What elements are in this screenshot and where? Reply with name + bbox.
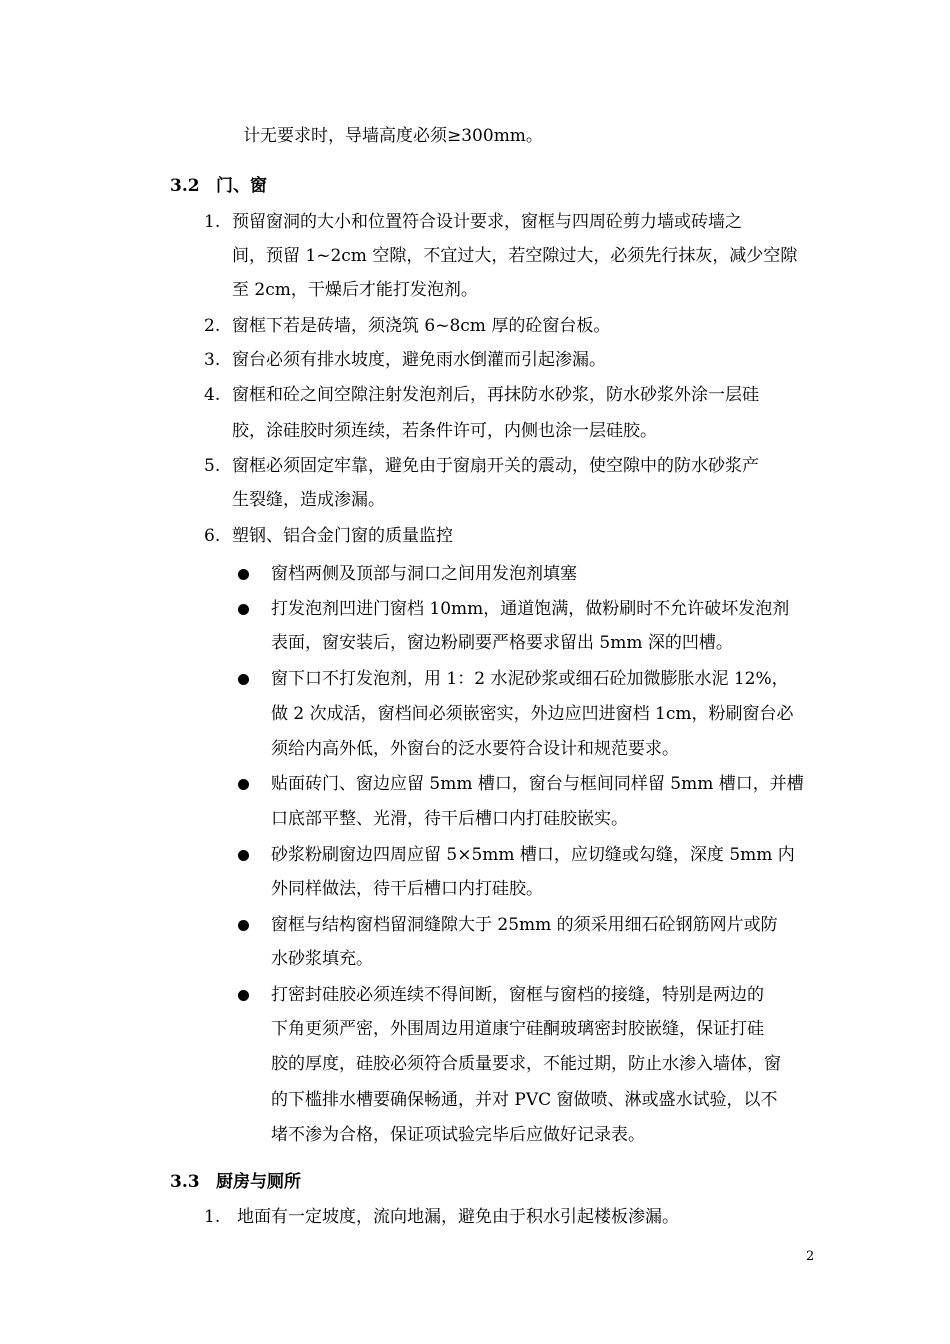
bullet-dot-icon — [238, 779, 249, 790]
list-item-line: 塑钢、铝合金门窗的质量监控 — [232, 526, 453, 546]
bullet-line: 打密封硅胶必须连续不得间断，窗框与窗档的接缝，特别是两边的 — [271, 985, 764, 1005]
bullet-line: 须给内高外低，外窗台的泛水要符合设计和规范要求。 — [271, 739, 679, 759]
list-item-line: 窗框必须固定牢靠，避免由于窗扇开关的震动，使空隙中的防水砂浆产 — [232, 456, 759, 476]
bullet-line: 水砂浆填充。 — [271, 949, 373, 969]
list-item-line: 至 2cm，干燥后才能打发泡剂。 — [232, 280, 478, 300]
bullet-line: 窗档两侧及顶部与洞口之间用发泡剂填塞 — [271, 564, 577, 584]
list-number: 2. — [204, 316, 221, 336]
list-number: 5. — [204, 456, 221, 476]
bullet-dot-icon — [238, 990, 249, 1001]
bullet-line: 外同样做法，待干后槽口内打硅胶。 — [271, 879, 543, 899]
bullet-line: 的下槛排水槽要确保畅通，并对 PVC 窗做喷、淋或盛水试验，以不 — [271, 1090, 778, 1110]
bullet-dot-icon — [238, 569, 249, 580]
bullet-line: 窗框与结构窗档留洞缝隙大于 25mm 的须采用细石砼钢筋网片或防 — [271, 915, 778, 935]
list-item-line: 地面有一定坡度，流向地漏，避免由于积水引起楼板渗漏。 — [237, 1207, 679, 1227]
list-number: 4. — [204, 385, 221, 405]
list-number: 1. — [204, 1207, 221, 1227]
bullet-line: 口底部平整、光滑，待干后槽口内打硅胶嵌实。 — [271, 809, 628, 829]
page-number: 2 — [806, 1249, 815, 1264]
bullet-line: 砂浆粉刷窗边四周应留 5×5mm 槽口，应切缝或勾缝，深度 5mm 内 — [271, 845, 795, 865]
bullet-line: 表面，窗安装后，窗边粉刷要严格要求留出 5mm 深的凹槽。 — [271, 633, 733, 653]
list-item-line: 预留窗洞的大小和位置符合设计要求，窗框与四周砼剪力墙或砖墙之 — [232, 212, 742, 232]
list-item-line: 窗框下若是砖墙，须浇筑 6~8cm 厚的砼窗台板。 — [232, 316, 611, 336]
list-item-line: 胶，涂硅胶时须连续，若条件许可，内侧也涂一层硅胶。 — [232, 421, 657, 441]
bullet-line: 贴面砖门、窗边应留 5mm 槽口，窗台与框间同样留 5mm 槽口，并槽 — [271, 774, 804, 794]
list-number: 6. — [204, 526, 221, 546]
list-item-line: 窗框和砼之间空隙注射发泡剂后，再抹防水砂浆，防水砂浆外涂一层硅 — [232, 385, 759, 405]
bullet-dot-icon — [238, 674, 249, 685]
bullet-dot-icon — [238, 920, 249, 931]
continuation-text: 计无要求时，导墙高度必须≥300mm。 — [243, 126, 543, 146]
bullet-dot-icon — [238, 604, 249, 615]
bullet-line: 打发泡剂凹进门窗档 10mm，通道饱满，做粉刷时不允许破坏发泡剂 — [271, 599, 790, 619]
bullet-line: 下角更须严密，外围周边用道康宁硅酮玻璃密封胶嵌缝，保证打硅 — [271, 1019, 764, 1039]
bullet-line: 做 2 次成活，窗档间必须嵌密实，外边应凹进窗档 1cm，粉刷窗台必 — [271, 704, 794, 724]
list-number: 3. — [204, 350, 221, 370]
section-3-3-title: 厨房与厕所 — [216, 1172, 301, 1192]
list-item-line: 窗台必须有排水坡度，避免雨水倒灌而引起渗漏。 — [232, 350, 606, 370]
section-3-2-number: 3.2 — [170, 176, 200, 196]
list-number: 1. — [204, 212, 221, 232]
bullet-line: 胶的厚度，硅胶必须符合质量要求，不能过期，防止水渗入墙体，窗 — [271, 1054, 781, 1074]
list-item-line: 生裂缝，造成渗漏。 — [232, 490, 385, 510]
bullet-line: 窗下口不打发泡剂，用 1：2 水泥砂浆或细石砼加微膨胀水泥 12%， — [271, 669, 789, 689]
bullet-dot-icon — [238, 850, 249, 861]
list-item-line: 间，预留 1~2cm 空隙，不宜过大，若空隙过大，必须先行抹灰，减少空隙 — [232, 246, 798, 266]
section-3-2-title: 门、窗 — [216, 176, 267, 196]
section-3-3-number: 3.3 — [170, 1172, 200, 1192]
bullet-line: 堵不渗为合格，保证项试验完毕后应做好记录表。 — [271, 1125, 645, 1145]
